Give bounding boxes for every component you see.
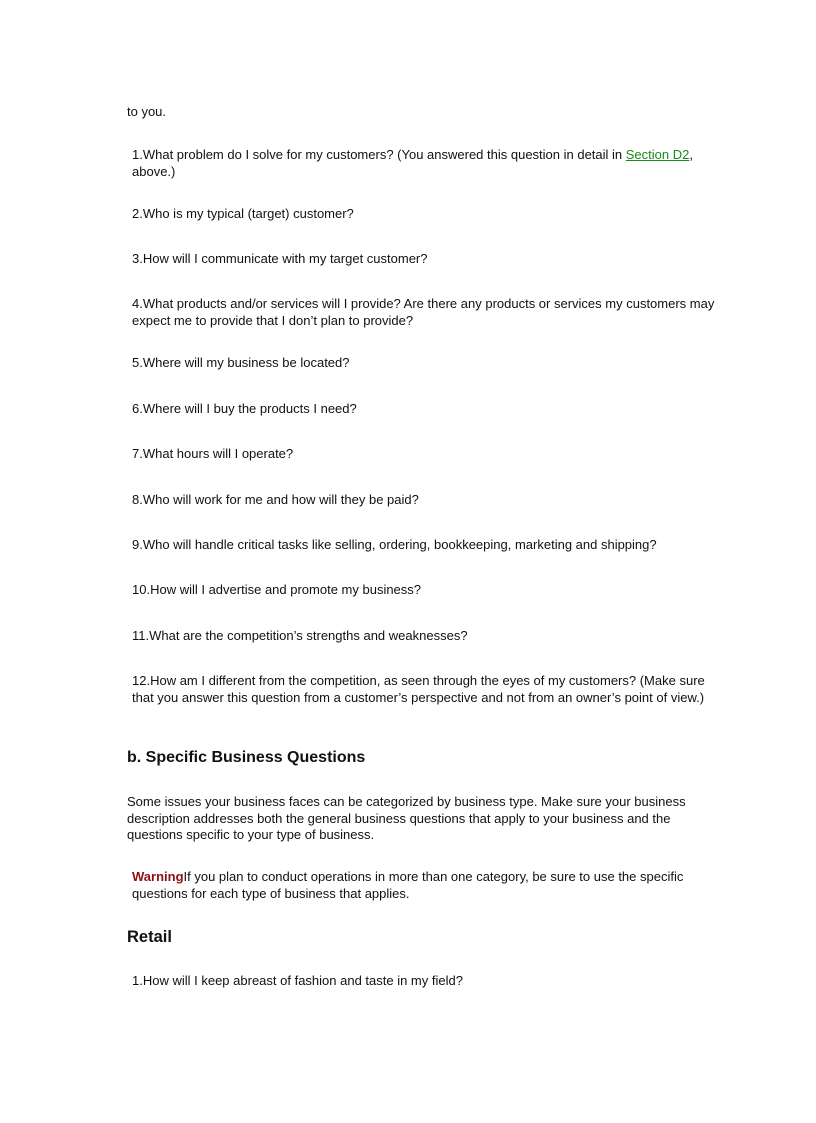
question-11: 11.What are the competition’s strengths and weaknesses? [132,628,468,643]
warning-label: Warning [132,869,184,884]
question-6: 6.Where will I buy the products I need? [132,401,357,416]
question-9: 9.Who will handle critical tasks like selling, ordering, bookkeeping, marketing and shipping? [132,537,657,552]
question-2: 2.Who is my typical (target) customer? [132,206,354,221]
warning-text: If you plan to conduct operations in more than one category, be sure to use the specific questions for each type of business that applies. [132,869,684,901]
specific-questions-heading: b. Specific Business Questions [127,749,366,766]
question-10: 10.How will I advertise and promote my business? [132,582,422,597]
warning-note [132,869,722,902]
question-4: 4.What products and/or services will I provide? Are there any products or services my customers may expect me to provide that I don’t plan to provide? [132,296,715,328]
question-1-text-after: , above.) [132,147,693,179]
question-3: 3.How will I communicate with my target customer? [132,251,428,266]
question-7: 7.What hours will I operate? [132,446,294,461]
question-8: 8.Who will work for me and how will they be paid? [132,492,419,507]
specific-questions-paragraph: Some issues your business faces can be categorized by business type. Make sure your business description addresses both the general business questions that apply to your business and the questions specific to your type of business. [127,794,686,842]
question-1-text: 1.What problem do I solve for my customers? (You answered this question in detail in [132,147,626,162]
retail-heading: Retail [127,928,172,946]
question-12: 12.How am I different from the competition, as seen through the eyes of my customers? (Make sure that you answer this question from a customer’s perspective and not from an owner’s point of view.) [132,673,705,705]
retail-question-1: 1.How will I keep abreast of fashion and taste in my field? [132,973,463,988]
intro-fragment: to you. [127,104,167,119]
question-5: 5.Where will my business be located? [132,355,350,370]
section-d2-link[interactable]: Section D2 [625,147,690,162]
question-1 [132,147,722,180]
